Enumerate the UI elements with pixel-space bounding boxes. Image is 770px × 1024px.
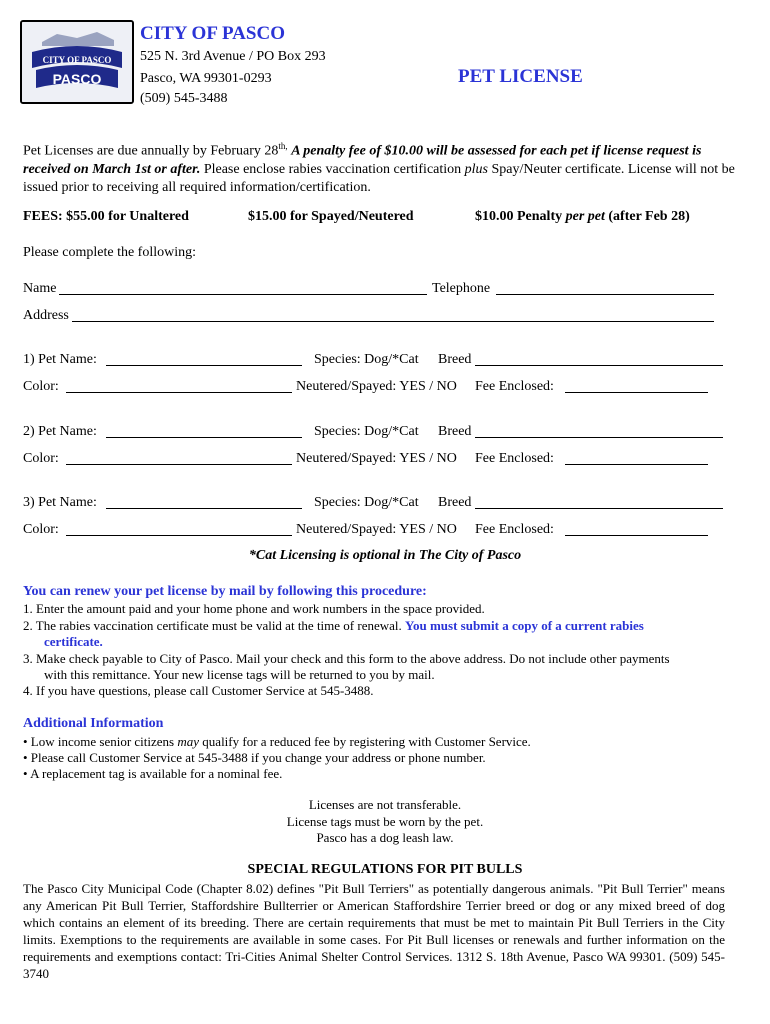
additional-heading: Additional Information [23,716,164,731]
additional-bullet-3: • A replacement tag is available for a nominal fee. [23,766,283,781]
intro-paragraph: Pet Licenses are due annually by February $28^{th,}$ A penalty fee of $10.00 will be assessed for each pet if license request is received on March 1st or after. Please enclose rabies vaccination certification plus Spay/Neuter certificate. License will not be issued prior to receiving all required information/certification. [23,141,735,195]
color-field[interactable] [66,380,292,393]
city-seal-icon [22,22,132,102]
color-label: Color: [23,451,59,466]
name-field[interactable] [59,282,427,295]
logo-small-text: CITY OF PASCO [42,55,112,65]
breed-field[interactable] [475,496,723,509]
pet-name-label: 2) Pet Name: [23,424,97,439]
renew-step-4: 4. If you have questions, please call Customer Service at 545-3488. [23,683,374,698]
color-field[interactable] [66,452,292,465]
additional-bullet-2: • Please call Customer Service at 545-3488 if you change your address or phone number. [23,750,486,765]
renew-step-1: 1. Enter the amount paid and your home phone and work numbers in the space provided. [23,601,485,616]
fee-enclosed-field[interactable] [565,452,708,465]
pet-name-field[interactable] [106,496,302,509]
fee-enclosed-field[interactable] [565,523,708,536]
color-label: Color: [23,379,59,394]
phone-number: (509) 545-3488 [140,91,228,106]
species-label: Species: Dog/*Cat [314,352,419,367]
fee-enclosed-label: Fee Enclosed: [475,379,554,394]
breed-field[interactable] [475,425,723,438]
pet-name-field[interactable] [106,425,302,438]
city-logo [20,20,134,104]
breed-field[interactable] [475,353,723,366]
neutered-label: Neutered/Spayed: YES / NO [296,522,457,537]
breed-label: Breed [438,495,472,510]
breed-label: Breed [438,352,472,367]
note-leash-law: Pasco has a dog leash law. [316,830,454,845]
neutered-label: Neutered/Spayed: YES / NO [296,379,457,394]
renew-step-2: 2. The rabies vaccination certificate must be valid at the time of renewal. You must submit a copy of a current rabies [23,618,644,633]
fee-penalty: $10.00 Penalty per pet (after Feb 28) [475,209,690,224]
renew-heading: You can renew your pet license by mail by following this procedure: [23,584,427,599]
logo-big-text: PASCO [52,71,102,87]
neutered-label: Neutered/Spayed: YES / NO [296,451,457,466]
breed-label: Breed [438,424,472,439]
form-instruction: Please complete the following: [23,245,197,260]
pet-name-field[interactable] [106,353,302,366]
address-line-1: 525 N. 3rd Avenue / PO Box 293 [140,49,326,64]
fee-unaltered: FEES: $55.00 for Unaltered [23,209,189,224]
color-label: Color: [23,522,59,537]
address-label: Address [23,308,69,323]
telephone-label: Telephone [432,281,491,296]
fee-enclosed-label: Fee Enclosed: [475,522,554,537]
form-title: PET LICENSE [458,66,583,87]
pitbull-body: The Pasco City Municipal Code (Chapter 8.02) defines "Pit Bull Terriers" as potentially dangerous animals. "Pit Bull Terrier" means any American Pit Bull Terrier, Staffordshire Bullterrier or American Staffordshire Terrier breed or dog or any mixed breed of dog which contains an element of its breeding. There are certain requirements that must be met to maintain Pit Bull Terriers in the City limits. Exemptions to the requirements are available in some cases. For Pit Bull licenses or renewals and further information on the requirements and exemptions contact: Tri-Cities Animal Shelter Control Services. 1312 S. 18th Avenue, Pasco WA 99301. (509) 545-3740 [23,881,725,981]
species-label: Species: Dog/*Cat [314,495,419,510]
renew-step-3: 3. Make check payable to City of Pasco. Mail your check and this form to the above address. Do not include other payments [23,651,670,666]
telephone-field[interactable] [496,282,714,295]
color-field[interactable] [66,523,292,536]
pitbull-heading: SPECIAL REGULATIONS FOR PIT BULLS [247,862,523,877]
note-not-transferable: Licenses are not transferable. [308,797,462,812]
renew-step-2-cont: certificate. [44,634,103,649]
name-label: Name [23,281,57,296]
pet-name-label: 3) Pet Name: [23,495,97,510]
renew-step-3-cont: with this remittance. Your new license tags will be returned to you by mail. [44,667,435,682]
species-label: Species: Dog/*Cat [314,424,419,439]
address-field[interactable] [72,309,714,322]
additional-bullet-1: • Low income senior citizens may qualify for a reduced fee by registering with Customer Service. [23,734,531,749]
address-line-2: Pasco, WA 99301-0293 [140,71,272,86]
penalty-notice: A penalty fee of $10.00 will be assessed for each pet if license request is received on March 1st or after. [23,143,702,177]
city-name: CITY OF PASCO [140,23,285,44]
fee-enclosed-label: Fee Enclosed: [475,451,554,466]
fee-enclosed-field[interactable] [565,380,708,393]
pet-name-label: 1) Pet Name: [23,352,97,367]
note-tags-worn: License tags must be worn by the pet. [286,814,484,829]
fee-spayed: $15.00 for Spayed/Neutered [248,209,414,224]
cat-licensing-note: *Cat Licensing is optional in The City of Pasco [248,548,522,563]
